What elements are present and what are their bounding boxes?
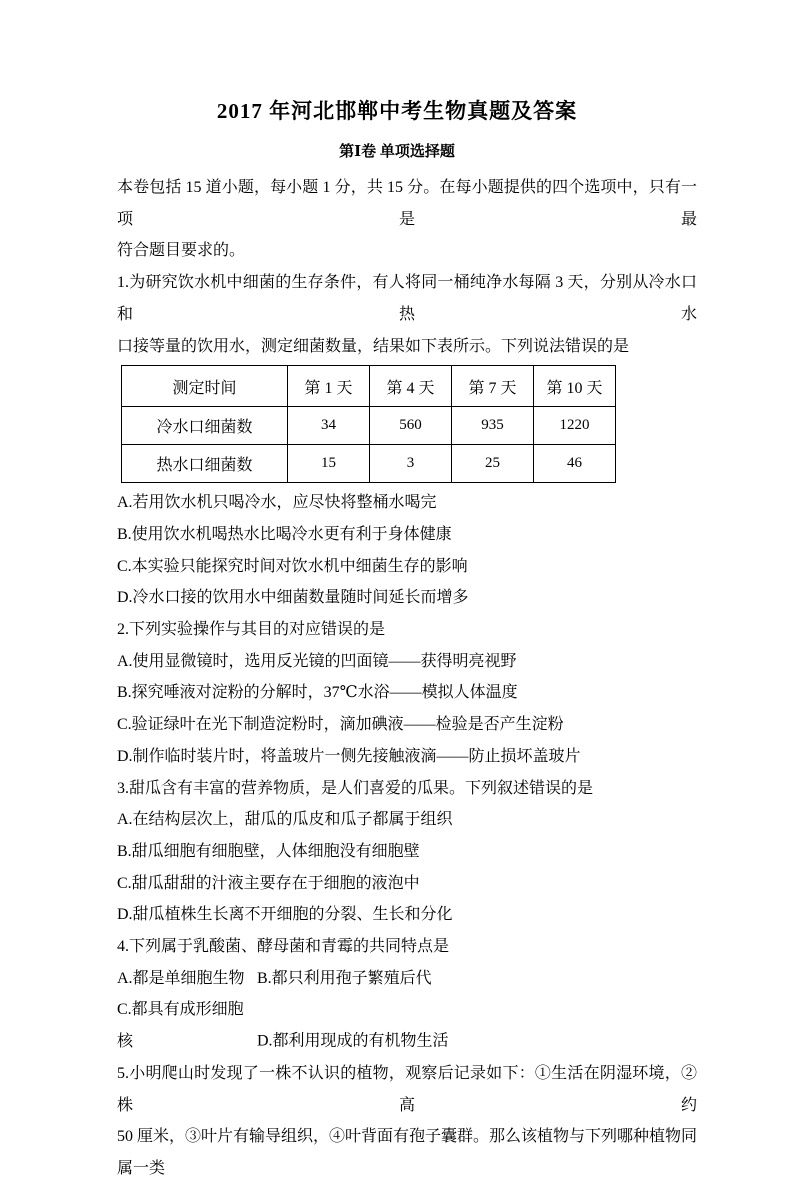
intro-paragraph bbox=[117, 172, 697, 267]
table-header-cell: 第 7 天 bbox=[452, 366, 534, 407]
q1-option-c: C.本实验只能探究时间对饮水机中细菌生存的影响 bbox=[117, 557, 468, 575]
table-row-label: 热水口细菌数 bbox=[122, 445, 288, 483]
q4-option-b: B.都只利用孢子繁殖后代 bbox=[257, 969, 432, 987]
q2-option-a: A.使用显微镜时，选用反光镜的凹面镜——获得明亮视野 bbox=[117, 652, 517, 670]
question-1-stem-line: 1.为研究饮水机中细菌的生存条件，有人将同一桶纯净水每隔 3 天，分别从冷水口和热水 bbox=[117, 274, 697, 323]
question-1 bbox=[117, 267, 697, 614]
table-value-cell: 46 bbox=[534, 445, 616, 483]
q3-option-a: A.在结构层次上，甜瓜的瓜皮和瓜子都属于组织 bbox=[117, 811, 453, 829]
q4-option-row bbox=[117, 994, 697, 1057]
q3-option-d: D.甜瓜植株生长离不开细胞的分裂、生长和分化 bbox=[117, 906, 453, 924]
table-header-cell: 测定时间 bbox=[122, 366, 288, 407]
table-row-cold-water bbox=[122, 407, 616, 445]
exam-title: 2017 年河北邯郸中考生物真题及答案 bbox=[216, 99, 578, 123]
question-2-stem: 2.下列实验操作与其目的对应错误的是 bbox=[117, 621, 386, 639]
question-5-stem-line: 50 厘米，③叶片有输导组织，④叶背面有孢子囊群。那么该植物与下列哪种植物同属一类 bbox=[117, 1128, 698, 1177]
intro-line: 符合题目要求的。 bbox=[117, 242, 246, 260]
q3-option-c: C.甜瓜甜甜的汁液主要存在于细胞的液泡中 bbox=[117, 874, 420, 892]
table-row-label: 冷水口细菌数 bbox=[122, 407, 288, 445]
question-4-stem: 4.下列属于乳酸菌、酵母菌和青霉的共同特点是 bbox=[117, 938, 450, 956]
q1-option-b: B.使用饮水机喝热水比喝冷水更有利于身体健康 bbox=[117, 525, 452, 543]
q2-option-b: B.探究唾液对淀粉的分解时，37℃水浴——模拟人体温度 bbox=[117, 684, 518, 702]
table-row-hot-water bbox=[122, 445, 616, 483]
bacteria-count-table bbox=[121, 365, 616, 483]
q2-option-c: C.验证绿叶在光下制造淀粉时，滴加碘液——检验是否产生淀粉 bbox=[117, 716, 564, 734]
question-5 bbox=[117, 1058, 697, 1185]
table-header-row bbox=[122, 366, 616, 407]
table-header-cell: 第 1 天 bbox=[288, 366, 370, 407]
question-5-stem-line: 5.小明爬山时发现了一株不认识的植物，观察后记录如下：①生活在阴湿环境，②株高约 bbox=[117, 1064, 697, 1114]
question-3-stem: 3.甜瓜含有丰富的营养物质，是人们喜爱的瓜果。下列叙述错误的是 bbox=[117, 779, 594, 797]
question-1-stem-line: 口接等量的饮用水，测定细菌数量，结果如下表所示。下列说法错误的是 bbox=[117, 337, 630, 355]
table-value-cell: 3 bbox=[370, 445, 452, 483]
table-value-cell: 34 bbox=[288, 407, 370, 445]
q4-option-d: D.都利用现成的有机物生活 bbox=[257, 1033, 449, 1051]
table-value-cell: 15 bbox=[288, 445, 370, 483]
intro-line: 本卷包括 15 道小题，每小题 1 分，共 15 分。在每小题提供的四个选项中，只有一项是最 bbox=[117, 179, 697, 228]
table-value-cell: 560 bbox=[370, 407, 452, 445]
table-value-cell: 935 bbox=[452, 407, 534, 445]
q1-option-d: D.冷水口接的饮用水中细菌数量随时间延长而增多 bbox=[117, 589, 469, 607]
q2-option-d: D.制作临时装片时，将盖玻片一侧先接触液滴——防止损坏盖玻片 bbox=[117, 747, 581, 765]
q3-option-b: B.甜瓜细胞有细胞壁，人体细胞没有细胞壁 bbox=[117, 842, 420, 860]
question-2 bbox=[117, 614, 697, 773]
section-heading: 第Ⅰ卷 单项选择题 bbox=[339, 144, 455, 160]
q4-option-c: C.都具有成形细胞核 bbox=[117, 1001, 244, 1051]
table-value-cell: 1220 bbox=[534, 407, 616, 445]
q4-option-a: A.都是单细胞生物 bbox=[117, 969, 245, 987]
table-value-cell: 25 bbox=[452, 445, 534, 483]
question-4 bbox=[117, 931, 697, 1058]
table-header-cell: 第 4 天 bbox=[370, 366, 452, 407]
question-3 bbox=[117, 773, 697, 932]
q1-option-a: A.若用饮水机只喝冷水，应尽快将整桶水喝完 bbox=[117, 494, 437, 512]
q4-option-row bbox=[117, 963, 697, 995]
page-content bbox=[117, 0, 697, 1185]
table-header-cell: 第 10 天 bbox=[534, 366, 616, 407]
